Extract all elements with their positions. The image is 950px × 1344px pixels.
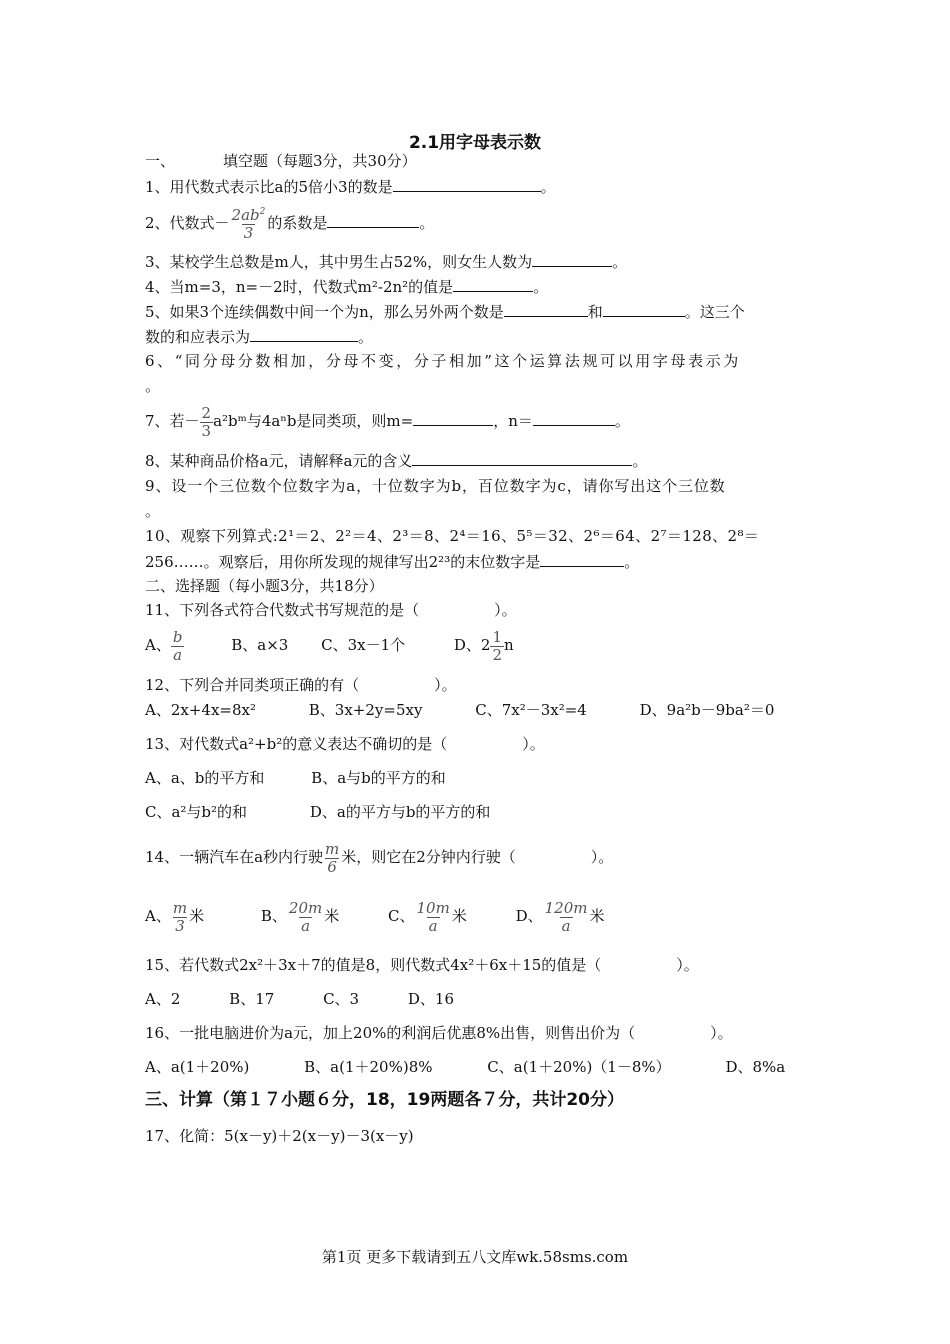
- section-3-heading: 三、计算（第１７小题６分，18，19两题各７分，共计20分）: [145, 1090, 624, 1110]
- question-15-options: [145, 989, 454, 1009]
- option-13d[interactable]: D、a的平方与b的平方的和: [309, 803, 491, 821]
- option-15c[interactable]: C、3: [323, 990, 360, 1008]
- option-12b[interactable]: B、3x+2y=5xy: [308, 701, 423, 719]
- question-16: 16、一批电脑进价为a元，加上20%的利润后优惠8%出售，则售出价为（ ）。: [145, 1024, 733, 1042]
- fraction-120m-over-a: $\frac{120m}{a}$: [544, 898, 588, 935]
- question-11-options: [145, 625, 514, 665]
- question-9-end: 。: [145, 502, 161, 520]
- section-1-number: 一、: [145, 152, 176, 170]
- option-14b[interactable]: B、 $\frac{20m}{a}$ 米: [260, 898, 340, 935]
- question-15: 15、若代数式2x²＋3x＋7的值是8，则代数式4x²＋6x＋15的值是（ ）。: [145, 956, 699, 974]
- option-14d[interactable]: D、 $\frac{120m}{a}$ 米: [515, 898, 605, 935]
- question-3: 3、某校学生总数是m人，其中男生占52%，则女生人数为 。: [145, 253, 628, 271]
- question-13: 13、对代数式a²+b²的意义表达不确切的是（ ）。: [145, 735, 545, 753]
- question-10-line2: 256……。观察后，用你所发现的规律写出2²³的末位数字是 。: [145, 553, 640, 571]
- answer-blank-5b[interactable]: [603, 301, 685, 317]
- option-11c[interactable]: C、3x－1个: [321, 636, 406, 654]
- fraction-m-over-3: $\frac{m}{3}$: [172, 898, 188, 935]
- section-2-heading: 二、选择题（每小题3分，共18分）: [145, 577, 384, 595]
- question-5-line1: 5、如果3个连续偶数中间一个为n，那么另外两个数是 和 。这三个: [145, 303, 745, 321]
- option-15d[interactable]: D、16: [407, 990, 455, 1008]
- answer-blank-5c[interactable]: [250, 326, 358, 342]
- question-11: 11、下列各式符合代数式书写规范的是（ ）。: [145, 601, 517, 619]
- option-16a[interactable]: A、a(1＋20%): [145, 1058, 250, 1076]
- question-6-end: 。: [145, 377, 161, 395]
- answer-blank-7m[interactable]: [413, 410, 493, 426]
- option-14c[interactable]: C、 $\frac{10m}{a}$ 米: [388, 898, 467, 935]
- fraction-1-over-2: $\frac{1}{2}$: [492, 627, 503, 664]
- option-11d[interactable]: D、2 $\frac{1}{2}$ n: [453, 627, 514, 664]
- question-12: 12、下列合并同类项正确的有（ ）。: [145, 676, 457, 694]
- section-1-heading: [145, 151, 417, 171]
- question-6: 6、“同分母分数相加，分母不变，分子相加”这个运算法规可以用字母表示为: [145, 352, 741, 370]
- answer-blank-7n[interactable]: [533, 410, 615, 426]
- section-1-label: 填空题（每题3分，共30分）: [223, 152, 417, 170]
- answer-blank-1[interactable]: [393, 176, 541, 192]
- question-8: 8、某种商品价格a元，请解释a元的含义 。: [145, 452, 648, 470]
- option-11b[interactable]: B、a×3: [231, 636, 289, 654]
- option-12c[interactable]: C、7x²－3x²=4: [475, 701, 587, 719]
- question-17: 17、化简：5(x－y)＋2(x－y)－3(x－y): [145, 1127, 414, 1145]
- page-title: 2.1用字母表示数: [408, 133, 542, 153]
- fraction-2ab2-over-3: $\frac{2ab^2}{3}$: [231, 205, 266, 242]
- answer-blank-3[interactable]: [532, 251, 612, 267]
- option-15a[interactable]: A、2: [145, 990, 181, 1008]
- question-12-options: [145, 700, 774, 720]
- option-15b[interactable]: B、17: [229, 990, 275, 1008]
- fraction-2-over-3: $\frac{2}{3}$: [201, 403, 212, 440]
- answer-blank-4[interactable]: [453, 276, 533, 292]
- answer-blank-10[interactable]: [540, 551, 624, 567]
- option-16d[interactable]: D、8%a: [725, 1058, 786, 1076]
- option-13a[interactable]: A、a、b的平方和: [145, 769, 265, 787]
- question-5-line2: 数的和应表示为 。: [145, 328, 374, 346]
- option-11a[interactable]: A、 $\frac{b}{a}$: [145, 627, 183, 664]
- fraction-b-over-a: $\frac{b}{a}$: [172, 627, 183, 664]
- option-16c[interactable]: C、a(1＋20%)（1－8%）: [487, 1058, 671, 1076]
- answer-blank-2[interactable]: [327, 212, 419, 228]
- question-9: 9、设一个三位数个位数字为a，十位数字为b，百位数字为c，请你写出这个三位数: [145, 477, 726, 495]
- option-13c[interactable]: C、a²与b²的和: [145, 803, 248, 821]
- option-14a[interactable]: A、 $\frac{m}{3}$ 米: [145, 898, 205, 935]
- question-1: 1、用代数式表示比a的5倍小3的数是 。: [145, 178, 556, 196]
- page-footer: 第1页 更多下载请到五八文库wk.58sms.com: [321, 1248, 629, 1266]
- option-12d[interactable]: D、9a²b－9ba²＝0: [639, 701, 775, 719]
- fraction-m-over-6: $\frac{m}{6}$: [325, 839, 340, 876]
- question-14-options: [145, 894, 605, 938]
- fraction-10m-over-a: $\frac{10m}{a}$: [416, 898, 450, 935]
- question-13-options-row1: [145, 768, 446, 788]
- question-2: 2、代数式－ $\frac{2ab^2}{3}$ 的系数是 。: [145, 205, 435, 242]
- fraction-20m-over-a: $\frac{20m}{a}$: [288, 898, 323, 935]
- option-16b[interactable]: B、a(1＋20%)8%: [304, 1058, 433, 1076]
- option-12a[interactable]: A、2x+4x=8x²: [145, 701, 256, 719]
- option-13b[interactable]: B、a与b的平方的和: [311, 769, 446, 787]
- answer-blank-8[interactable]: [412, 450, 632, 466]
- question-16-options: [145, 1057, 785, 1077]
- question-4: 4、当m=3，n=－2时，代数式m²-2n²的值是 。: [145, 278, 549, 296]
- question-13-options-row2: [145, 802, 490, 822]
- answer-blank-5a[interactable]: [504, 301, 588, 317]
- question-7: 7、若－ $\frac{2}{3}$ a²bᵐ与4aⁿb是同类项，则m= ，n＝ 。: [145, 403, 630, 440]
- question-10-line1: 10、观察下列算式:2¹＝2、2²＝4、2³＝8、2⁴＝16、5⁵＝32、2⁶＝64、2⁷＝128、2⁸＝: [145, 527, 760, 545]
- question-14: 14、一辆汽车在a秒内行驶 $\frac{m}{6}$ 米，则它在2分钟内行驶（ ）。: [145, 839, 614, 876]
